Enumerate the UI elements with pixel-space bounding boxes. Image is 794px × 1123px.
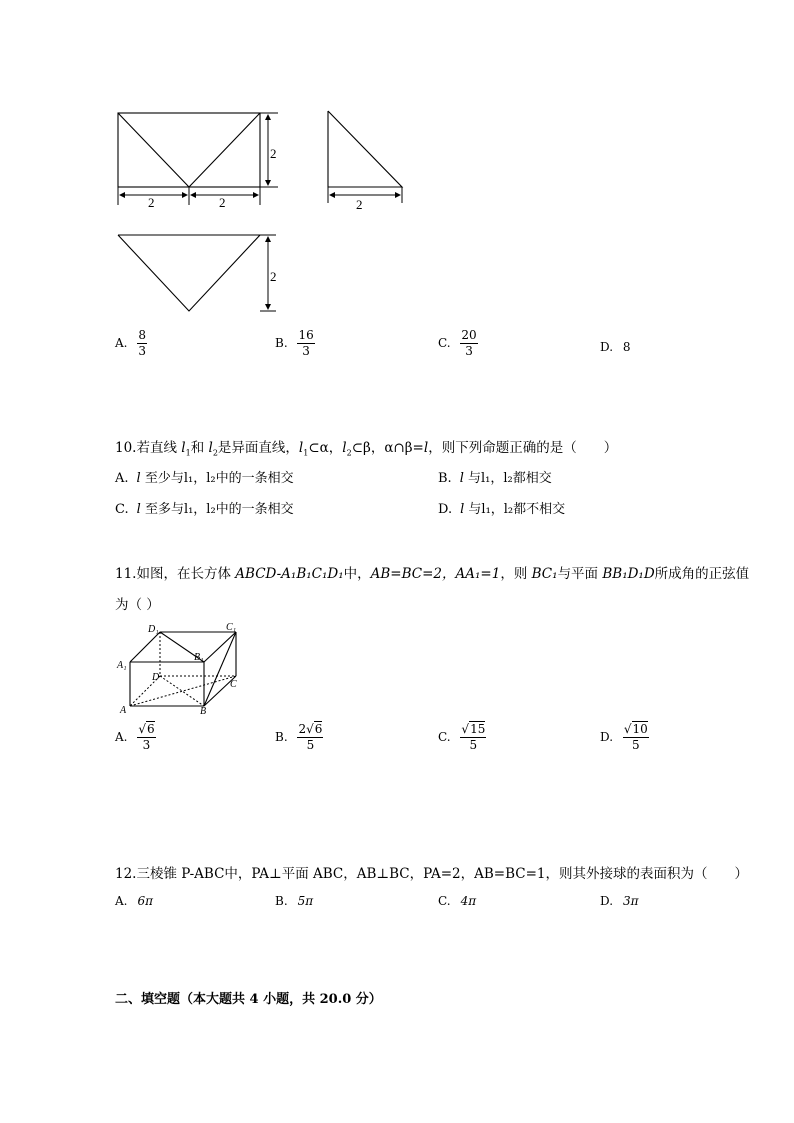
option-fraction: $\frac{√15}{5}$	[461, 722, 486, 752]
option-text: 3π	[623, 894, 639, 908]
vertex-b: B	[200, 706, 207, 717]
option-fraction: $\frac{2√6}{5}$	[298, 722, 323, 752]
question-number: 10.	[115, 440, 137, 456]
q10-stem: 10.若直线 $l_1$和 $l_2$是异面直线，$l_1\subset\alpha$，$l_2\subset\beta$，α∩β=l，则下列命题正确的是（ ）	[115, 440, 618, 458]
denominator: 3	[138, 344, 146, 358]
denominator: 5	[631, 738, 640, 752]
radicand: 6	[314, 722, 323, 736]
q11-option-d	[600, 722, 649, 753]
plane: BB₁D₁D	[602, 566, 655, 582]
radicand: 15	[470, 722, 486, 736]
stem-text: 和	[190, 440, 209, 456]
q12-option-d	[600, 894, 639, 908]
line-l1: l	[181, 440, 186, 456]
option-text: 至多与l₁，l₂中的一条相交	[144, 502, 294, 517]
option-letter: D.	[600, 894, 614, 908]
q11-stem-line1	[115, 562, 749, 582]
q11-option-a	[115, 722, 156, 753]
option-letter: C.	[438, 894, 451, 908]
option-text: 4π	[460, 894, 477, 908]
solid-name: ABCD-A₁B₁C₁D₁	[235, 566, 344, 582]
stem-text: 若直线	[136, 440, 182, 456]
option-letter: A.	[115, 471, 129, 486]
stem-text: 中，	[343, 566, 371, 582]
vertex-c1: C₁	[226, 622, 237, 633]
option-fraction	[137, 328, 147, 359]
numerator: 16	[298, 328, 314, 342]
q11-stem-line2	[115, 593, 160, 613]
q11-cuboid-figure	[112, 618, 262, 720]
front-height-label: 2	[270, 146, 277, 161]
stem-text: ，则	[500, 566, 532, 582]
q9-option-b	[275, 328, 315, 359]
q10-option-b: B. l 与l₁，l₂都相交	[438, 471, 552, 486]
front-left-width-label: 2	[148, 195, 155, 210]
q9-option-c	[438, 328, 478, 359]
option-letter: B.	[438, 471, 452, 486]
stem-text: 是异面直线，	[217, 440, 299, 456]
line-l: l	[423, 440, 429, 456]
segment: BC₁	[531, 566, 558, 582]
side-view-dims	[328, 187, 402, 203]
option-text: 至少与l₁，l₂中的一条相交	[144, 471, 294, 486]
q9-option-d	[600, 340, 630, 354]
option-fraction: $\frac{√10}{5}$	[623, 722, 648, 752]
front-right-width-label: 2	[219, 195, 226, 210]
denominator: 3	[142, 738, 151, 752]
coefficient: 2	[298, 722, 307, 736]
q10-option-c: C. l 至多与l₁，l₂中的一条相交	[115, 502, 294, 517]
denominator: 3	[465, 344, 473, 358]
section-heading: 二、填空题（本大题共 4 小题，共 20.0 分）	[115, 992, 382, 1007]
stem-text: 三棱锥 P-ABC中，PA⊥平面 ABC，AB⊥BC，PA=2，AB=BC=1，则其外接球的表面积为（ ）	[136, 866, 749, 882]
denominator: 3	[302, 344, 310, 358]
stem-text: 所成角的正弦值	[654, 566, 750, 582]
question-number: 11.	[115, 566, 137, 582]
q10-option-d: D. l 与l₁，l₂都不相交	[438, 502, 566, 517]
option-fraction	[460, 328, 477, 359]
stem-text: ⊂β，α∩β=	[351, 440, 424, 456]
stem-text: ，则下列命题正确的是（ ）	[428, 440, 618, 456]
top-height-label: 2	[270, 269, 277, 284]
vertex-b1: B₁	[194, 652, 204, 663]
side-view	[328, 111, 402, 187]
q11-option-c	[438, 722, 486, 753]
top-view	[118, 235, 260, 311]
option-letter: A.	[115, 730, 128, 744]
front-view-dims	[118, 113, 278, 205]
q12-option-a	[115, 894, 153, 908]
q12-option-c	[438, 894, 476, 908]
option-letter: B.	[275, 336, 288, 350]
q9-option-a	[115, 328, 147, 359]
line-l2: l	[208, 440, 213, 456]
option-letter: C.	[438, 730, 451, 744]
q10-option-a: A. l 至少与l₁，l₂中的一条相交	[115, 471, 294, 486]
option-letter: A.	[115, 894, 128, 908]
option-letter: A.	[115, 336, 128, 350]
option-text: 与l₁，l₂都不相交	[468, 502, 566, 517]
vertex-a1: A₁	[117, 660, 127, 671]
option-letter: B.	[275, 894, 288, 908]
stem-text: 如图，在长方体	[136, 566, 236, 582]
option-letter: B.	[275, 730, 288, 744]
vertex-c: C	[230, 679, 237, 690]
front-view	[118, 113, 260, 187]
numerator: 8	[138, 328, 146, 342]
stem-text: ⊂α，	[308, 440, 343, 456]
numerator: 20	[461, 328, 477, 342]
q12-option-b	[275, 894, 313, 908]
stem-text: 为（ ）	[115, 597, 160, 613]
q12-stem	[115, 862, 748, 882]
condition: AB=BC=2，AA₁=1	[370, 566, 501, 582]
q11-option-b	[275, 722, 323, 753]
option-letter: D.	[600, 730, 614, 744]
radicand: 10	[632, 722, 648, 736]
option-letter: C.	[115, 502, 129, 517]
denominator: 5	[469, 738, 478, 752]
option-letter: D.	[438, 502, 453, 517]
denominator: 5	[306, 738, 315, 752]
stem-text: 与平面	[557, 566, 603, 582]
option-fraction: $\frac{√6}{3}$	[138, 722, 155, 752]
option-text: 6π	[137, 894, 154, 908]
vertex-a: A	[120, 705, 127, 716]
question-number: 12.	[115, 866, 137, 882]
q9-three-view-figure	[110, 105, 420, 320]
option-text: 5π	[297, 894, 314, 908]
option-fraction	[297, 328, 314, 359]
option-value: 8	[622, 340, 631, 354]
side-width-label: 2	[356, 197, 363, 212]
option-letter: D.	[600, 340, 614, 354]
option-letter: C.	[438, 336, 451, 350]
option-text: 与l₁，l₂都相交	[468, 471, 552, 486]
radicand: 6	[146, 722, 155, 736]
vertex-d: D	[152, 672, 160, 683]
vertex-d1: D₁	[148, 624, 159, 635]
